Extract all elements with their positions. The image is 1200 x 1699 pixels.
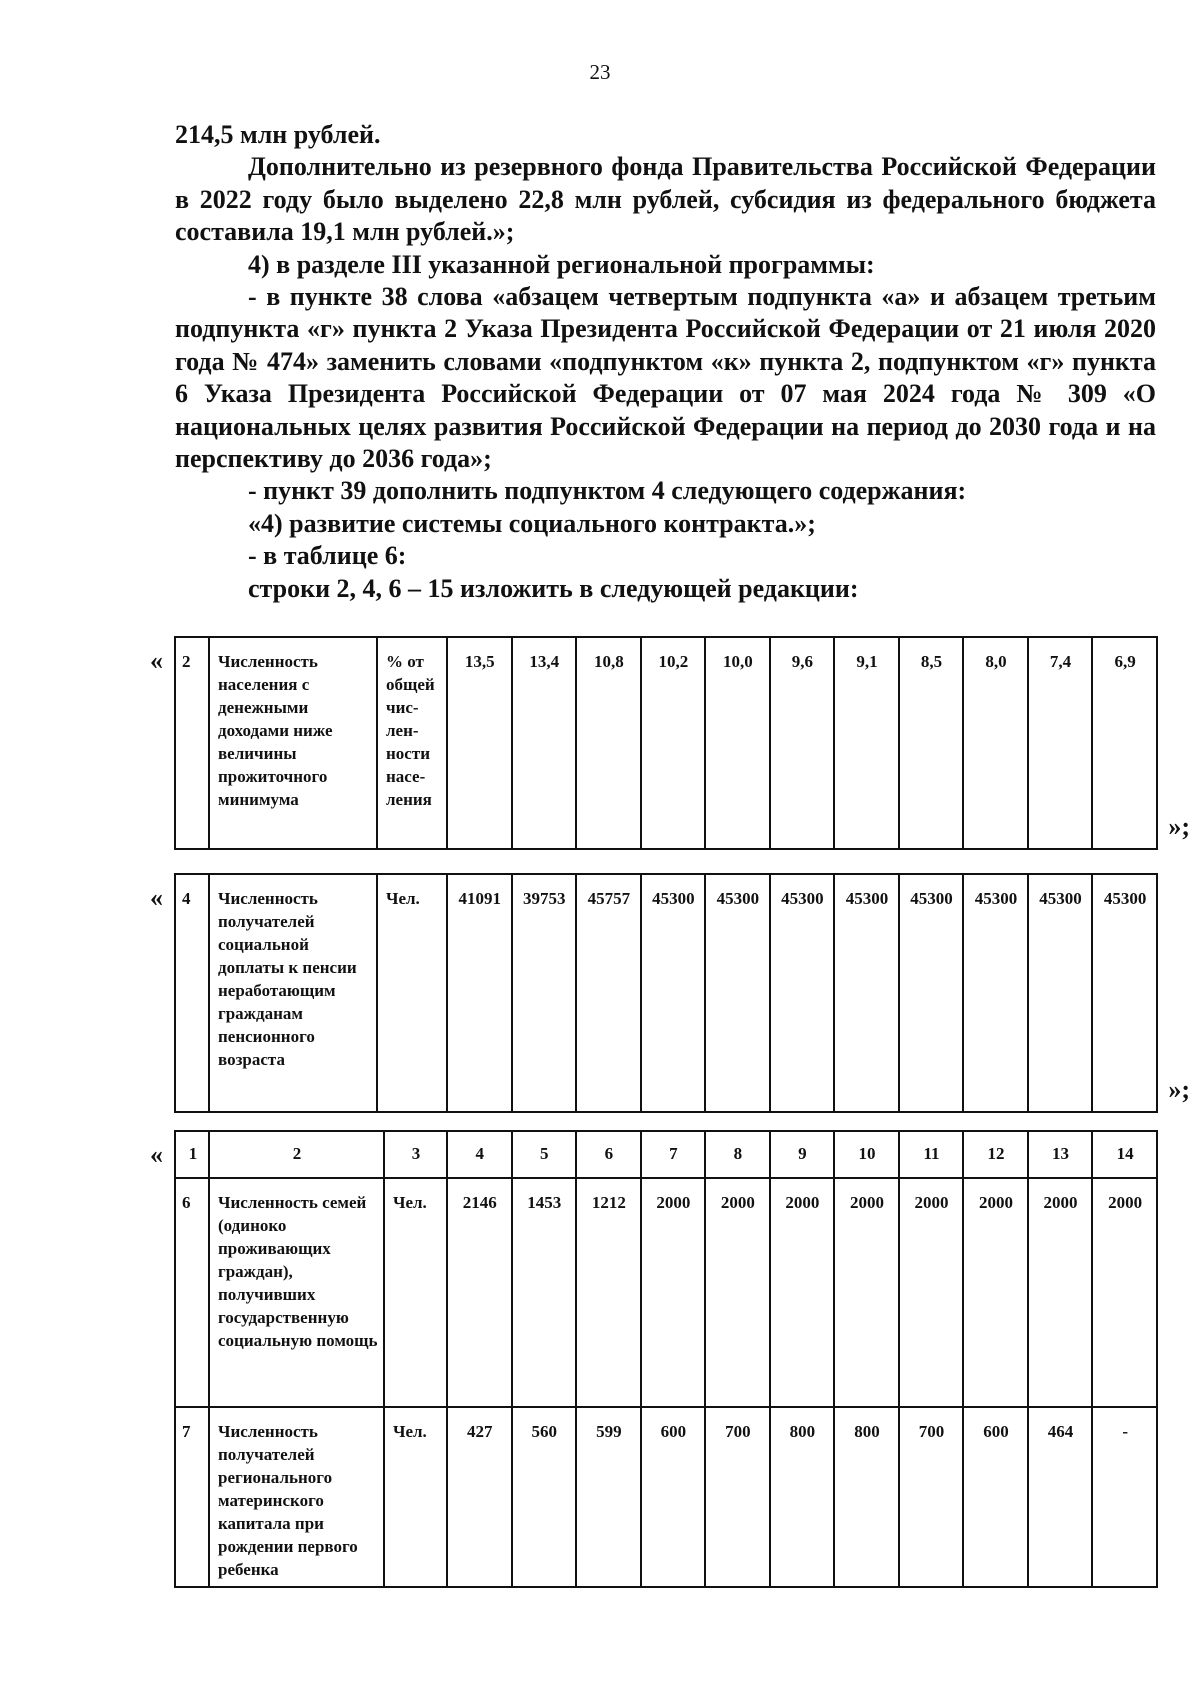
- value-cell: 560: [512, 1407, 577, 1587]
- value-cell: -: [1092, 1407, 1157, 1587]
- value-cell: 39753: [512, 874, 577, 1112]
- indicator-table: [174, 636, 1158, 850]
- indicator-table: [174, 1130, 1158, 1588]
- value-cell: 800: [834, 1407, 899, 1587]
- table-row: [175, 874, 1157, 1112]
- value-cell: 45300: [899, 874, 964, 1112]
- value-cell: 700: [899, 1407, 964, 1587]
- value-cell: 10,8: [576, 637, 641, 849]
- column-number: 14: [1092, 1131, 1157, 1178]
- close-quote: »;: [1168, 812, 1190, 841]
- indicator-table: [174, 873, 1158, 1113]
- column-number: 2: [209, 1131, 384, 1178]
- column-number: 5: [512, 1131, 577, 1178]
- unit-cell: Чел.: [384, 1407, 447, 1587]
- paragraph: строки 2, 4, 6 – 15 изложить в следующей редакции:: [248, 573, 859, 603]
- page-number: 23: [589, 60, 611, 84]
- value-cell: 2000: [1028, 1178, 1093, 1407]
- column-number: 4: [447, 1131, 512, 1178]
- value-cell: 700: [705, 1407, 770, 1587]
- value-cell: 600: [963, 1407, 1028, 1587]
- paragraph: - в пункте 38 слова «абзацем четвертым подпункта «а» и абзацем третьим подпункта «г» пункта 2 Указа Президента Российской Федерации от 21 июля 2020 года № 474» заменить словами «подпунктом «к» пункта 2, подпунктом «г» пункта 6 Указа Президента Российской Федерации от 07 мая 2024 года № 309 «О национальных целях развития Российской Федерации на период до 2030 года и на перспективу до 2036 года»;: [175, 282, 1156, 474]
- value-cell: 45300: [834, 874, 899, 1112]
- value-cell: 45300: [705, 874, 770, 1112]
- value-cell: 600: [641, 1407, 706, 1587]
- indicator-name: Численность получателей социальной доплаты к пенсии неработающим гражданам пенсионного возраста: [209, 874, 377, 1112]
- column-number: 7: [641, 1131, 706, 1178]
- indicator-name: Численность населения с денежными доходами ниже величины прожиточного минимума: [209, 637, 377, 849]
- value-cell: 13,5: [447, 637, 512, 849]
- value-cell: 8,5: [899, 637, 964, 849]
- value-cell: 2146: [447, 1178, 512, 1407]
- value-cell: 9,6: [770, 637, 835, 849]
- paragraph: Дополнительно из резервного фонда Правительства Российской Федерации в 2022 году было выделено 22,8 млн рублей, субсидия из федерального бюджета составила 19,1 млн рублей.»;: [175, 152, 1156, 247]
- value-cell: 599: [576, 1407, 641, 1587]
- column-number: 12: [963, 1131, 1028, 1178]
- value-cell: 10,2: [641, 637, 706, 849]
- open-quote: «: [150, 883, 163, 912]
- value-cell: 45300: [1028, 874, 1093, 1112]
- paragraph: - пункт 39 дополнить подпунктом 4 следующего содержания:: [248, 476, 967, 506]
- table-header-row: [175, 1131, 1157, 1178]
- amendment-table-row-2: [150, 636, 1190, 848]
- column-number: 8: [705, 1131, 770, 1178]
- paragraph: - в таблице 6:: [248, 541, 407, 571]
- value-cell: 1212: [576, 1178, 641, 1407]
- indicator-name: Численность семей (одиноко проживающих граждан), получивших государственную социальную помощь: [209, 1178, 384, 1407]
- paragraph: 214,5 млн рублей.: [175, 120, 381, 149]
- column-number: 1: [175, 1131, 209, 1178]
- column-number: 3: [384, 1131, 447, 1178]
- value-cell: 45300: [1092, 874, 1157, 1112]
- value-cell: 2000: [1092, 1178, 1157, 1407]
- value-cell: 2000: [705, 1178, 770, 1407]
- value-cell: 7,4: [1028, 637, 1093, 849]
- column-number: 9: [770, 1131, 835, 1178]
- value-cell: 45757: [576, 874, 641, 1112]
- row-number: 7: [175, 1407, 209, 1587]
- amendment-table-row-4: [150, 873, 1190, 1111]
- value-cell: 9,1: [834, 637, 899, 849]
- value-cell: 8,0: [963, 637, 1028, 849]
- value-cell: 464: [1028, 1407, 1093, 1587]
- unit-cell: Чел.: [377, 874, 447, 1112]
- table-row: [175, 1178, 1157, 1407]
- value-cell: 13,4: [512, 637, 577, 849]
- close-quote: »;: [1168, 1075, 1190, 1104]
- value-cell: 45300: [641, 874, 706, 1112]
- value-cell: 10,0: [705, 637, 770, 849]
- unit-cell: % от общей чис- лен- ности насе- ления: [377, 637, 447, 849]
- table-row: [175, 1407, 1157, 1587]
- unit-cell: Чел.: [384, 1178, 447, 1407]
- row-number: 2: [175, 637, 209, 849]
- value-cell: 427: [447, 1407, 512, 1587]
- row-number: 6: [175, 1178, 209, 1407]
- indicator-name: Численность получателей регионального материнского капитала при рождении первого ребенка: [209, 1407, 384, 1587]
- value-cell: 2000: [770, 1178, 835, 1407]
- value-cell: 2000: [963, 1178, 1028, 1407]
- row-number: 4: [175, 874, 209, 1112]
- open-quote: «: [150, 1140, 163, 1169]
- value-cell: 45300: [770, 874, 835, 1112]
- value-cell: 6,9: [1092, 637, 1157, 849]
- column-number: 10: [834, 1131, 899, 1178]
- column-number: 6: [576, 1131, 641, 1178]
- value-cell: 800: [770, 1407, 835, 1587]
- table-row: [175, 637, 1157, 849]
- paragraph: «4) развитие системы социального контракта.»;: [248, 508, 816, 538]
- amendment-table-rows-6-7: [150, 1130, 1190, 1600]
- value-cell: 45300: [963, 874, 1028, 1112]
- body-text: [175, 119, 1156, 605]
- column-number: 11: [899, 1131, 964, 1178]
- value-cell: 2000: [641, 1178, 706, 1407]
- column-number: 13: [1028, 1131, 1093, 1178]
- paragraph: 4) в разделе III указанной региональной программы:: [248, 249, 875, 279]
- value-cell: 1453: [512, 1178, 577, 1407]
- value-cell: 2000: [834, 1178, 899, 1407]
- value-cell: 2000: [899, 1178, 964, 1407]
- value-cell: 41091: [447, 874, 512, 1112]
- open-quote: «: [150, 646, 163, 675]
